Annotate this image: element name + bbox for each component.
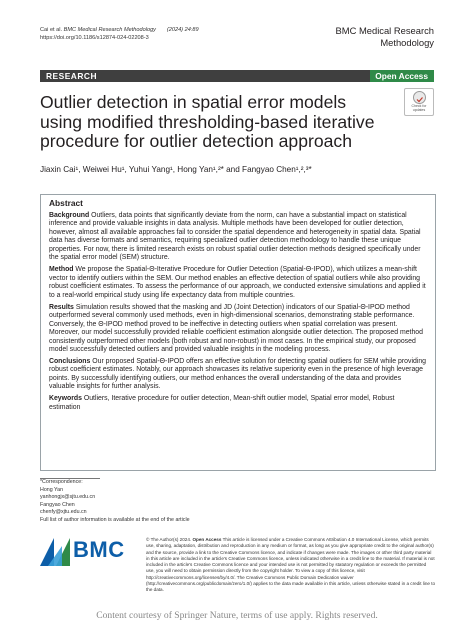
footnote-line: Fangyao Chen [40, 501, 75, 508]
abstract-section-results: Results Simulation results showed that the masking and JD (Joint Detection) indicators of our Spatial-Θ-IPOD method outperformed several commonly used methods, even in high-dimensional scenarios, demonstrating stable performance. Conversely, the Θ-IPOD method proved to be ineffective in detecting outliers when spatial correlation was present. Moreover, our model successfully provided reliable coefficient estimation alongside outlier detection. The proposed method consistently outperformed other models (both robust and non-robust) in most cases. In the empirical study, our proposed model successfully detected outliers and provided valuable insights in the modeling process. [49, 303, 423, 353]
abstract-body [49, 212, 427, 416]
article-title: Outlier detection in spatial error models using modified thresholding-based iterative procedure for outlier detection approach [40, 92, 375, 152]
journal-name: BMC Medical Research Methodology [335, 25, 434, 48]
abstract-section-background: Background Outliers, data points that significantly deviate from the norm, can have a substantial impact on statistical inference and provide valuable insights in data analysis. Multiple methods have been developed for outlier detection, however, almost all available approaches fail to consider the spatial dependence and heterogeneity in spatial data. Spatial data has diverse formats and semantics, requiring specialized outlier detection methodology to handle these unique properties. For now, there is limited research exists on robust spatial outlier detection methods designed specifically under the spatial error model (SEM) structure. [49, 212, 421, 262]
article-type-label: RESEARCH [46, 71, 97, 81]
bmc-logo-icon [40, 538, 70, 566]
doi-link[interactable]: https://doi.org/10.1186/s12874-024-02208-3 [40, 35, 149, 41]
bmc-logo-text: BMC [73, 537, 125, 562]
footnote-line: Hong Yan [40, 486, 64, 493]
check-for-updates-button[interactable] [404, 88, 434, 116]
citation-line-1: Cai et al. BMC Medical Research Methodology (2024) 24:89 [40, 27, 199, 33]
author-list: Jiaxin Cai¹, Weiwei Hu¹, Yuhui Yang¹, Hong Yan¹,²* and Fangyao Chen¹,²,³* [40, 165, 312, 174]
abstract-heading: Abstract [49, 198, 83, 208]
abstract-section-method: Method We propose the Spatial-Θ-Iterative Procedure for Outlier Detection (Spatial-Θ-IPOD), which utilizes a mean-shift vector to identify outliers within the SEM. Our method enables an effective detection of spatial outliers while also providing robust coefficient estimates. To assess the performance of our approach, we conducted extensive simulations and applied it to a real-world empirical study using life expectancy data from multiple countries. [49, 266, 426, 299]
footnote-line: *Correspondence: [40, 479, 83, 485]
check-for-updates-label: Check for updates [411, 104, 427, 112]
email-link[interactable]: chenfy@xjtu.edu.cn [40, 509, 87, 515]
correspondence-footnote [40, 479, 220, 524]
license-text: © The Author(s) 2024. Open Access This article is licensed under a Creative Commons Attribution 4.0 International License, which permits use, sharing, adaptation, distribution and reproduction in any medium or format, as long as you give appropriate credit to the original author(s) and the source, provide a link to the Creative Commons licence, and indicate if changes were made. The images or other third party material in this article are included in the article's Creative Commons licence, unless indicated otherwise in a credit line to the material. If material is not included in the article's Creative Commons licence and your intended use is not permitted by statutory regulation or exceeds the permitted use, you will need to obtain permission directly from the copyright holder. To view a copy of this licence, visit http://creativecommons.org/licenses/by/4.0/. The Creative Commons Public Domain Dedication waiver (http://creativecommons.org/publicdomain/zero/1.0/) applies to the data made available in this article, unless otherwise stated in a credit line to the data. [146, 537, 436, 593]
open-access-label: Open Access [375, 71, 428, 81]
abstract-section-keywords: Keywords Outliers, Iterative procedure for outlier detection, Mean-shift outlier model, Spatial error model, Robust estimation [49, 395, 395, 411]
courtesy-notice: Content courtesy of Springer Nature, terms of use apply. Rights reserved. [96, 610, 378, 621]
footnote-line: Full list of author information is available at the end of the article [40, 516, 190, 523]
citation-block [40, 26, 199, 42]
email-link[interactable]: yanhongjx@sjtu.edu.cn [40, 494, 96, 500]
abstract-section-conclusions: Conclusions Our proposed Spatial-Θ-IPOD offers an effective solution for detecting spatial outliers for SEM while providing robust coefficient estimates. Notably, our approach showcases its relative superiority even in the presence of high leverage points. By successfully identifying outliers, our method enhances the overall understanding of the data and provides valuable insights for further analysis. [49, 358, 426, 391]
check-for-updates-icon [413, 91, 426, 104]
